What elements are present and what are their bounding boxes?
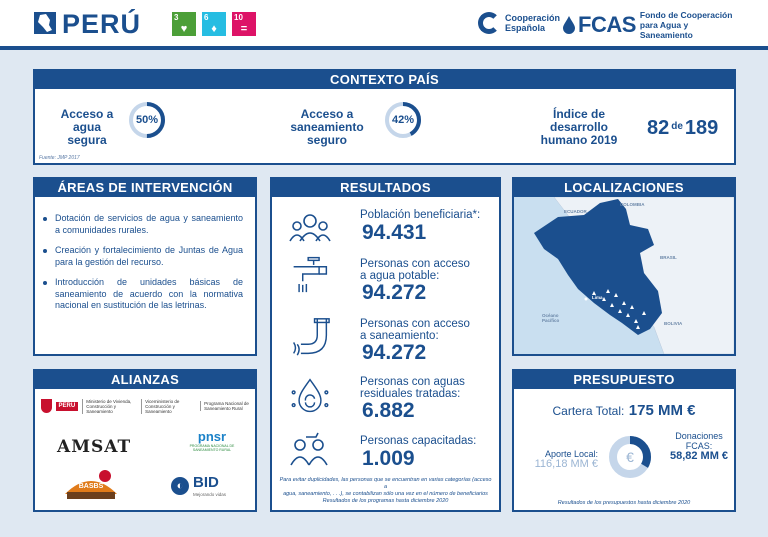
resultado-label-3 — [360, 318, 470, 342]
areas-list — [35, 197, 255, 312]
resultado-2-line-2: a agua potable: — [360, 270, 440, 282]
peru-shield-icon — [41, 399, 52, 413]
map-svg — [514, 197, 734, 354]
fcas-line-1: Fondo de Cooperación — [639, 10, 733, 20]
budget-donut-chart — [608, 435, 652, 479]
cartera-total — [514, 402, 734, 420]
basbs-text: BASBS — [78, 483, 104, 490]
sanitation-pipe-icon — [288, 317, 332, 357]
lima-label: Lima — [592, 295, 603, 300]
fcas-name: FCAS — [578, 12, 636, 37]
presupuesto-panel — [512, 369, 736, 512]
idh-rank: 82 — [647, 117, 670, 139]
donaciones-fcas — [664, 431, 734, 461]
peru-tag: PERÚ — [56, 402, 79, 411]
contexto-title: CONTEXTO PAÍS — [35, 71, 734, 89]
pnsr-subtitle: PROGRAMA NACIONAL DE SANEAMIENTO RURAL — [189, 444, 235, 452]
san-label-line-3: seguro — [306, 133, 347, 147]
list-item: Introducción de unidades básicas de saneamiento de acuerdo con la normativa nacional en sustitución de las letrinas. — [43, 277, 243, 312]
sdg-10-number: 10 — [234, 13, 243, 22]
resultados-title: RESULTADOS — [272, 179, 499, 197]
training-people-icon — [288, 431, 332, 471]
peru-map — [514, 197, 734, 354]
amsat-logo: AMSAT — [57, 437, 132, 457]
resultado-3-line-1: Personas con acceso — [360, 318, 470, 330]
agua-label-line-1: Acceso a — [60, 107, 114, 121]
agua-label-line-2: agua — [72, 120, 101, 134]
coop-line-1: Cooperación — [505, 13, 561, 23]
resultado-label-2 — [360, 258, 470, 282]
programa-name: Programa Nacional de Saneamiento Rural — [200, 401, 255, 411]
resultado-value-1: 94.431 — [362, 221, 427, 244]
donaciones-label-1: Donaciones — [675, 431, 723, 441]
ministerio-vivienda-logo — [41, 397, 255, 415]
pnsr-logo — [177, 429, 247, 452]
areas-intervencion-panel — [33, 177, 257, 356]
bid-name: BID — [193, 474, 219, 491]
resultado-value-3: 94.272 — [362, 341, 427, 364]
alianzas-title: ALIANZAS — [35, 371, 255, 389]
bid-circle-icon: ◐ — [171, 477, 189, 495]
presupuesto-title: PRESUPUESTO — [514, 371, 734, 389]
people-group-icon — [288, 209, 332, 249]
idh-label-line-2: desarrollo — [549, 120, 609, 134]
list-item: Creación y fortalecimiento de Juntas de Agua para la gestión del recurso. — [43, 245, 243, 268]
idh-ranking — [647, 117, 718, 140]
bid-logo — [171, 474, 226, 497]
heartbeat-icon: ♥ — [180, 23, 188, 35]
aporte-label: Aporte Local: — [544, 449, 598, 459]
resultado-label-4 — [360, 376, 465, 400]
water-tap-icon — [288, 254, 332, 294]
country-title: PERÚ — [62, 9, 142, 39]
sdg-3-number: 3 — [174, 13, 179, 22]
donaciones-label-2: FCAS: — [685, 441, 713, 451]
resultado-value-5: 1.009 — [362, 447, 415, 470]
resultados-note — [278, 477, 493, 505]
areas-title: ÁREAS DE INTERVENCIÓN — [35, 179, 255, 197]
resultado-label-1 — [360, 209, 480, 221]
cooperacion-logo-icon — [478, 12, 500, 34]
sdg-6-badge — [202, 12, 226, 36]
saneamiento-label — [285, 108, 369, 147]
list-item: Dotación de servicios de agua y saneamiento a comunidades rurales. — [43, 213, 243, 236]
page-header — [0, 0, 768, 50]
localizaciones-title: LOCALIZACIONES — [514, 179, 734, 197]
donaciones-value: 58,82 MM € — [669, 450, 729, 462]
fcas-line-2: para Agua y Saneamiento — [639, 20, 693, 40]
cooperacion-espanola-logo — [478, 12, 560, 34]
alianzas-panel — [33, 369, 257, 512]
basbs-logo — [61, 464, 121, 502]
pnsr-name: pnsr — [197, 429, 227, 444]
ministerio-name: Ministerio de Vivienda, Construcción y Saneamiento — [82, 399, 137, 414]
agua-ring-chart — [128, 101, 166, 139]
resultado-4-line-2: residuales tratadas: — [360, 388, 461, 400]
brasil-label: BRASIL — [660, 255, 677, 260]
resultado-value-4: 6.882 — [362, 399, 415, 422]
aporte-value: 116,18 MM € — [534, 458, 598, 470]
equality-icon: = — [240, 23, 248, 35]
idh-label-line-1: Índice de — [552, 107, 605, 121]
water-recycle-icon — [288, 376, 332, 416]
fcas-logo — [562, 10, 740, 40]
saneamiento-percent: 42% — [391, 114, 415, 126]
resultado-2-line-1: Personas con acceso — [360, 258, 470, 270]
agua-label-line-3: segura — [67, 133, 107, 147]
idh-de: de — [671, 121, 683, 132]
agua-label — [55, 108, 119, 147]
resultado-3-line-2: a saneamiento: — [360, 330, 439, 342]
oceano-label — [542, 313, 559, 323]
cartera-label: Cartera Total: — [552, 404, 625, 418]
note-line-2: agua, saneamiento, . . .), se contabilizan sólo una vez en el número de beneficiarios — [283, 491, 488, 497]
resultados-panel — [270, 177, 501, 512]
resultado-5-line-1: Personas capacitadas: — [360, 435, 477, 447]
note-line-1: Para evitar duplicidades, las personas que se encuentran en varias categorías (acceso a — [279, 477, 492, 490]
localizaciones-panel — [512, 177, 736, 356]
coop-line-2: Española — [505, 23, 546, 33]
water-drop-icon — [562, 15, 576, 35]
note-line-3: Resultados de los programas hasta diciembre 2020 — [322, 498, 449, 504]
viceministerio-name: Viceministerio de Construcción y Saneamiento — [141, 399, 196, 414]
resultado-1-line-1: Población beneficiaria*: — [360, 209, 481, 221]
resultado-value-2: 94.272 — [362, 281, 427, 304]
fuente-note: Fuente: JMP 2017 — [39, 155, 80, 161]
colombia-label: COLOMBIA — [620, 202, 645, 207]
agua-percent: 50% — [135, 114, 159, 126]
contexto-pais-panel — [33, 69, 736, 165]
san-label-line-1: Acceso a — [300, 107, 354, 121]
saneamiento-ring-chart — [384, 101, 422, 139]
sdg-10-badge — [232, 12, 256, 36]
presupuesto-note: Resultados de los presupuestos hasta diciembre 2020 — [557, 500, 691, 506]
aporte-local — [522, 449, 598, 469]
oceano-line-2: Pacífico — [542, 318, 560, 323]
resultado-4-line-1: Personas con aguas — [360, 376, 465, 388]
idh-total: 189 — [684, 117, 719, 139]
peru-map-icon — [34, 12, 56, 34]
bolivia-label: BOLIVIA — [664, 321, 683, 326]
bid-subtitle: Mejorando vidas — [193, 492, 227, 497]
water-drop-icon: ♦ — [211, 23, 217, 35]
sdg-3-badge — [172, 12, 196, 36]
oceano-line-1: Océano — [542, 313, 559, 318]
ecuador-label: ECUADOR — [564, 209, 587, 214]
sdg-6-number: 6 — [204, 13, 209, 22]
resultado-label-5 — [360, 435, 476, 447]
idh-label — [531, 108, 627, 147]
cartera-value: 175 MM € — [628, 402, 696, 419]
san-label-line-2: saneamiento — [290, 120, 364, 134]
idh-label-line-3: humano 2019 — [540, 133, 618, 147]
euro-icon: € — [626, 449, 634, 465]
